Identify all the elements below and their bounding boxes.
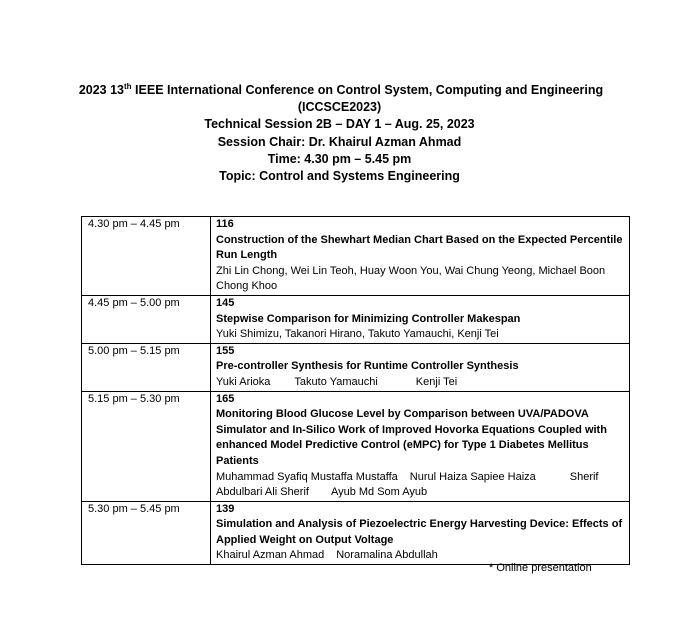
author-name: Ayub Md Som Ayub [330,486,428,499]
paper-cell [211,295,630,343]
paper-authors [216,375,625,391]
conference-title-ordinal: th [124,81,132,91]
paper-title: Construction of the Shewhart Median Chart Based on the Expected Percentile Run Length [216,233,623,262]
paper-cell [211,343,630,391]
paper-id: 155 [216,344,235,357]
paper-id: 139 [216,502,235,515]
table-row [82,391,630,501]
paper-id: 145 [216,296,235,309]
session-chair: Session Chair: Dr. Khairul Azman Ahmad [217,134,462,149]
conference-title [0,82,679,99]
paper-cell [211,217,630,296]
paper-title: Simulation and Analysis of Piezoelectric Energy Harvesting Device: Effects of Applied Weight on Output Voltage [216,518,623,546]
author-name: Takuto Yamauchi [294,375,378,388]
paper-authors: Zhi Lin Chong, Wei Lin Teoh, Huay Woon You, Wai Chung Yeong, Michael Boon Chong Khoo [216,264,606,293]
session-title: Technical Session 2B – DAY 1 – Aug. 25, 2023 [204,117,475,132]
conference-title-year: 2023 13 [78,83,125,97]
conference-acronym: (ICCSCE2023) [297,100,382,115]
time-slot: 4.45 pm – 5.00 pm [82,295,211,343]
schedule-table [81,216,630,565]
author-name: Nurul Haiza Sapiee Haiza [409,470,536,483]
author-name: Yuki Arioka [216,375,271,388]
paper-authors: Yuki Shimizu, Takanori Hirano, Takuto Yamauchi, Kenji Tei [216,328,499,341]
author-name: Noramalina Abdullah [336,549,438,562]
session-topic: Topic: Control and Systems Engineering [219,169,460,184]
paper-cell [211,391,630,501]
conference-title-name: IEEE International Conference on Control System, Computing and Engineering [131,83,604,97]
paper-title: Pre-controller Synthesis for Runtime Controller Synthesis [216,360,519,373]
table-row [82,217,630,296]
paper-cell [211,501,630,564]
table-row [82,343,630,391]
time-slot: 4.30 pm – 4.45 pm [82,217,211,296]
paper-id: 116 [216,218,234,230]
paper-id: 165 [216,392,235,405]
online-presentation-note: * Online presentation [489,562,592,574]
paper-title: Stepwise Comparison for Minimizing Controller Makespan [216,312,521,325]
table-row [82,501,630,564]
session-header [0,82,679,185]
author-name: Khairul Azman Ahmad [216,549,325,562]
author-name: Sherif Abdulbari Ali Sherif [216,470,599,499]
time-slot: 5.30 pm – 5.45 pm [82,501,211,564]
time-slot: 5.00 pm – 5.15 pm [82,343,211,391]
paper-authors [216,470,625,501]
table-row [82,295,630,343]
time-slot: 5.15 pm – 5.30 pm [82,391,211,501]
session-time: Time: 4.30 pm – 5.45 pm [267,151,412,166]
author-name: Kenji Tei [415,375,458,388]
author-name: Muhammad Syafiq Mustaffa Mustaffa [216,470,398,483]
paper-title: Monitoring Blood Glucose Level by Comparison between UVA/PADOVA Simulator and In-Silico Work of Improved Hovorka Equations Coupled with enhanced Model Predictive Control (eMPC) for Type 1 Diabetes Mellitus Patients [216,408,607,467]
